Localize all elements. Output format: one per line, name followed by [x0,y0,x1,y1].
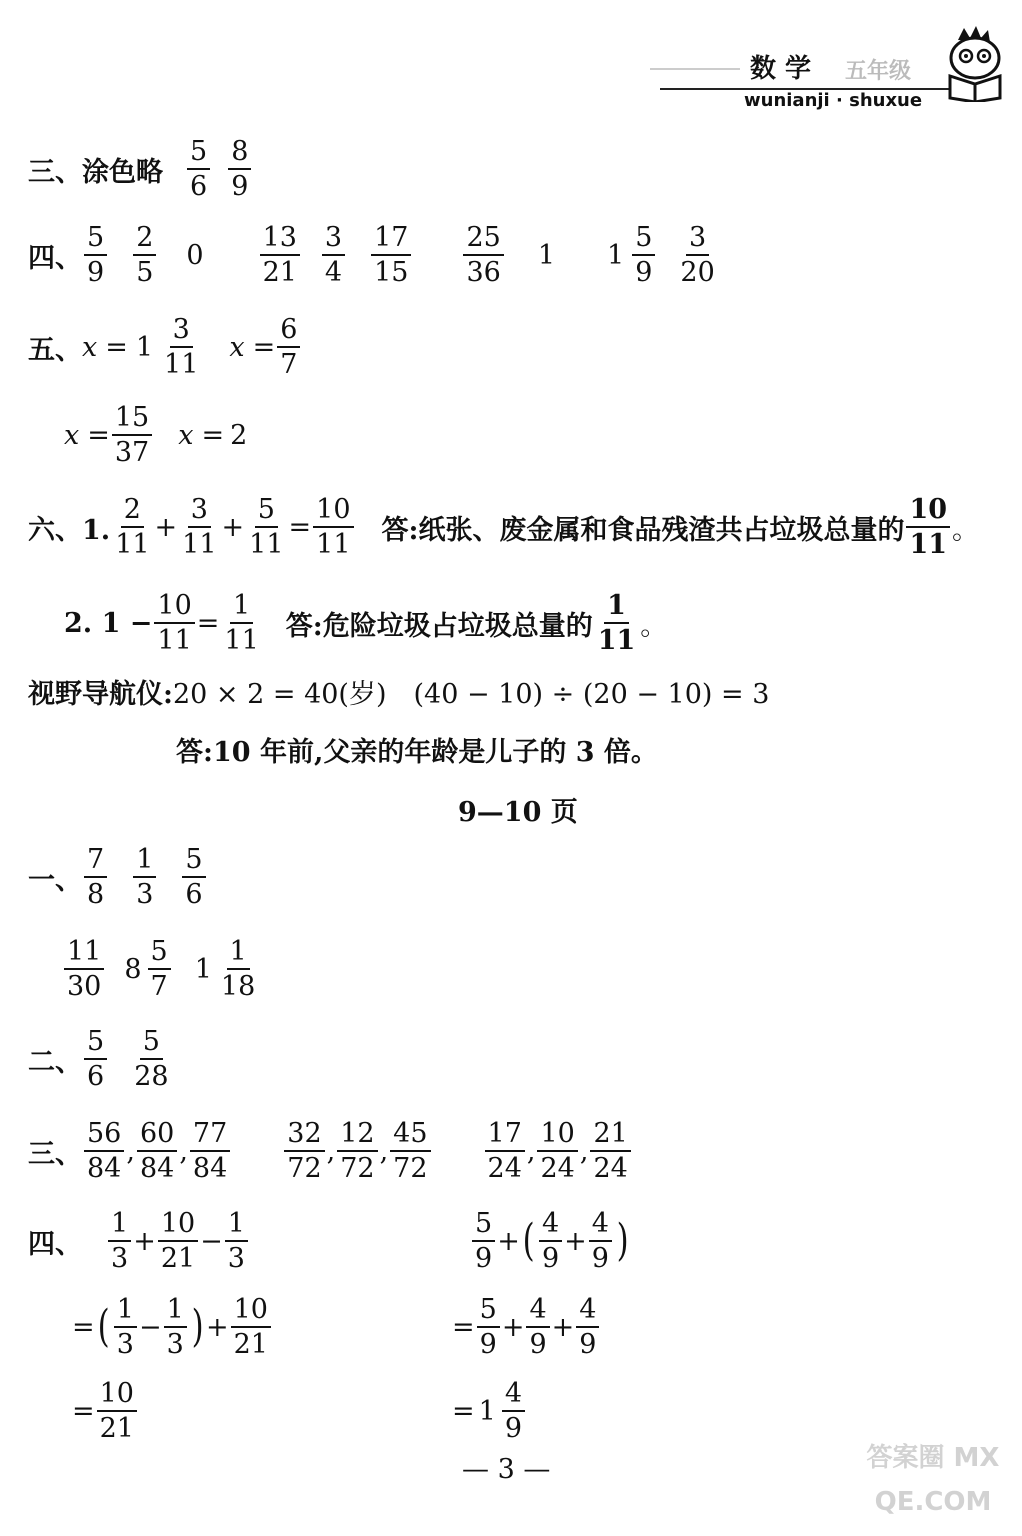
watermark-logo: 答案圈 MXQE.COM [866,1443,1000,1517]
fraction: $\frac{45}{72}$ [390,1120,430,1182]
line-san-2: 三、 $\frac{56}{84}$ , $\frac{60}{84}$ , $\frac{77}{84}$ $\frac{32}{72}$ , $\frac{12}{72}$ , $\frac{45}{72}$ $\frac{17}{24}$ , $\frac{10}{24}$ , $\frac{21}{24}$ [28,1120,633,1182]
line-si2-left-2: = ( $\frac{1}{3}$ − $\frac{1}{3}$ ) + $\frac{10}{21}$ [72,1296,273,1358]
value: 0 [186,239,204,271]
header-grade: 五年级 [845,59,912,84]
fraction: $\frac{10}{24}$ [537,1120,577,1182]
fraction: $\frac{32}{72}$ [284,1120,324,1182]
line-si [28,224,720,286]
fraction: $\frac{2}{5}$ [133,224,156,286]
line-shiye-answer: 答:10 年前,父亲的年龄是儿子的 3 倍。 [176,737,658,768]
fraction: $\frac{10}{11}$ [313,496,353,558]
fraction: $\frac{1}{3}$ [133,846,156,908]
fraction: $\frac{17}{15}$ [371,224,411,286]
fraction: $\frac{10}{11}$ [906,496,950,558]
fraction: $\frac{1}{3}$ [108,1210,131,1272]
fraction: $\frac{4}{9}$ [526,1296,549,1358]
fraction: $\frac{25}{36}$ [463,224,503,286]
line-si2-right-2: = $\frac{5}{9}$ + $\frac{4}{9}$ + $\frac{4}{9}$ [452,1296,601,1358]
fraction: $\frac{1}{11}$ [224,590,259,656]
fraction: $\frac{56}{84}$ [84,1120,124,1182]
fraction: $\frac{5}{9}$ [472,1210,495,1272]
page-header [640,40,1020,120]
fraction: $\frac{5}{6}$ [187,138,210,200]
fraction: $\frac{60}{84}$ [137,1120,177,1182]
fraction: $\frac{17}{24}$ [485,1120,525,1182]
page-number: — 3 — [462,1454,551,1485]
fraction: $\frac{5}{11}$ [249,494,284,560]
fraction: $\frac{5}{6}$ [182,846,205,908]
line-shiye [28,672,769,711]
fraction: $\frac{1}{11}$ [597,590,636,656]
fraction: $\frac{2}{11}$ [115,494,150,560]
fraction: $\frac{10}{11}$ [154,592,194,654]
line-wu-2: x = $\frac{15}{37}$ x = 2 [64,402,248,468]
fraction: $\frac{21}{24}$ [590,1120,630,1182]
label-liu-2: 2. 1 − [64,607,153,639]
fraction: $\frac{5}{9}$ [632,224,655,286]
section-title: 9—10 页 [458,797,578,828]
answer-text: 答:纸张、废金属和食品残渣共占垃圾总量的 [381,514,905,546]
fraction: $\frac{15}{37}$ [112,404,152,466]
line-si2-left-3: = $\frac{10}{21}$ [72,1380,139,1442]
line-si2-left-1: 四、 $\frac{1}{3}$ + $\frac{10}{21}$ − $\frac{1}{3}$ [28,1210,250,1272]
label-si-2: 四、 [28,1228,82,1260]
fraction: $\frac{5}{7}$ [148,938,171,1000]
label-shiye: 视野导航仪: [28,679,173,710]
header-subject: 数 学 [750,54,812,84]
fraction: $\frac{3}{20}$ [680,222,715,288]
line-yi-2: $\frac{11}{30}$ 8 $\frac{5}{7}$ 1 $\frac{1}{18}$ [62,938,260,1000]
line-san [28,138,253,200]
line-yi-1 [28,846,208,908]
fraction: $\frac{77}{84}$ [190,1120,230,1182]
fraction: $\frac{8}{9}$ [228,138,251,200]
fraction: $\frac{11}{30}$ [64,938,104,1000]
label-liu: 六、1. [28,514,111,546]
fraction: $\frac{13}{21}$ [260,224,300,286]
line-si2-right-1: $\frac{5}{9}$ + ( $\frac{4}{9}$ + $\frac{4}{9}$ ) [470,1210,631,1272]
answer-text: 答:危险垃圾占垃圾总量的 [285,610,593,642]
line-si2-right-3: = 1 $\frac{4}{9}$ [452,1380,527,1442]
fraction: $\frac{5}{28}$ [134,1026,169,1092]
fraction: $\frac{4}{9}$ [539,1210,562,1272]
fraction: $\frac{1}{3}$ [114,1296,137,1358]
fraction: $\frac{10}{21}$ [158,1210,198,1272]
fraction: $\frac{3}{11}$ [164,314,199,380]
fraction: $\frac{5}{9}$ [84,224,107,286]
fraction: $\frac{6}{7}$ [277,316,300,378]
line-liu-2: 2. 1 − $\frac{10}{11}$ = $\frac{1}{11}$ 答:危险垃圾占垃圾总量的 $\frac{1}{11}$ 。 [64,590,668,656]
shiye-text: 20 × 2 = 40(岁) (40 − 10) ÷ (20 − 10) = 3 [172,679,770,710]
label-wu: 五、 [28,334,82,366]
mascot-icon [940,26,1010,102]
fraction: $\frac{4}{9}$ [502,1380,525,1442]
fraction: $\frac{3}{4}$ [322,224,345,286]
line-wu-1: 五、 x = 1 $\frac{3}{11}$ x = $\frac{6}{7}$ [28,316,302,378]
label-er: 二、 [28,1046,82,1078]
line-liu-1: 六、1. $\frac{2}{11}$ + $\frac{3}{11}$ + $\frac{5}{11}$ = $\frac{10}{11}$ 答:纸张、废金属和食品残渣共占垃圾总量的 $\frac{10}{11}$ 。 [28,494,980,560]
fraction: $\frac{5}{6}$ [84,1028,107,1090]
fraction: $\frac{10}{21}$ [97,1380,137,1442]
fraction: $\frac{1}{18}$ [220,936,256,1002]
fraction: $\frac{5}{9}$ [477,1296,500,1358]
label-san: 三、涂色略 [28,156,163,188]
header-pinyin: wunianji · shuxue [744,90,923,111]
label-san-2: 三、 [28,1138,82,1170]
fraction: $\frac{12}{72}$ [337,1120,377,1182]
fraction: $\frac{10}{21}$ [231,1296,271,1358]
fraction: $\frac{4}{9}$ [576,1296,599,1358]
fraction: $\frac{4}{9}$ [589,1210,612,1272]
fraction: $\frac{7}{8}$ [84,846,107,908]
label-si: 四、 [28,242,82,274]
value: 1 [607,239,625,271]
line-er [28,1028,174,1090]
fraction: $\frac{1}{3}$ [164,1296,187,1358]
fraction: $\frac{1}{3}$ [225,1210,248,1272]
label-yi: 一、 [28,864,82,896]
value: 1 [537,239,556,271]
fraction: $\frac{3}{11}$ [182,494,217,560]
